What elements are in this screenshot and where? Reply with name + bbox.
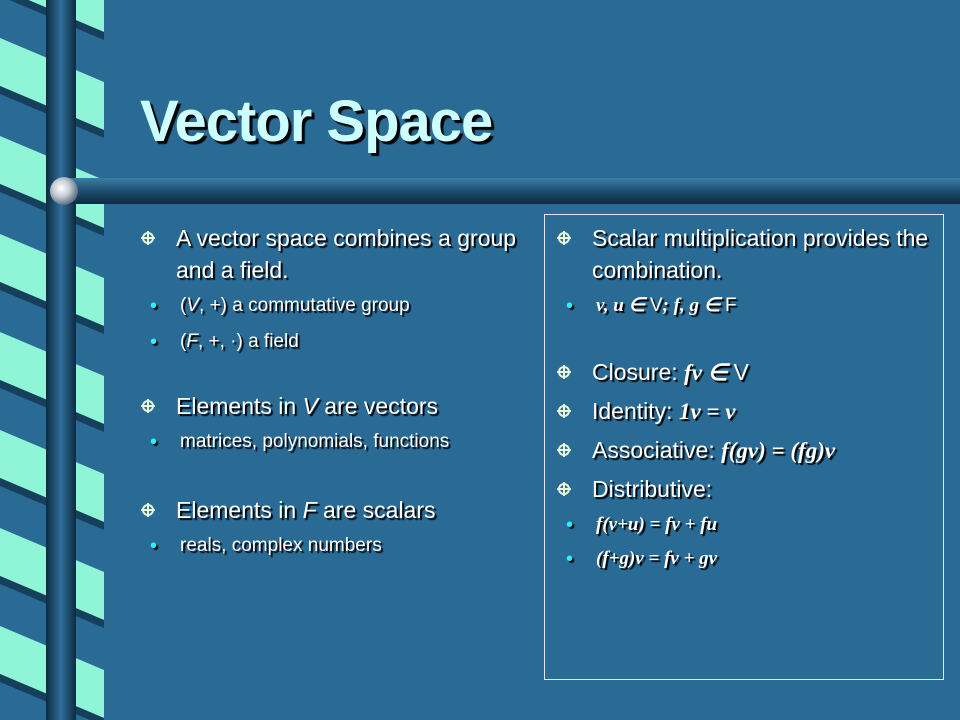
sub-bullet-dot: • bbox=[566, 295, 574, 317]
sub-bullet-vector-examples: • matrices, polynomials, functions bbox=[104, 428, 520, 456]
sub-bullet-membership: • v, u ∈ V; f, g ∈ F bbox=[520, 292, 936, 320]
right-column bbox=[556, 222, 936, 573]
bar-knob bbox=[50, 177, 78, 205]
sub-bullet-distributive-1: • f(v+u) = fv + fu bbox=[520, 511, 936, 539]
ornament-bullet-icon bbox=[556, 442, 572, 458]
ornament-bullet-icon bbox=[556, 481, 572, 497]
bullet-elements-scalars: Elements in F are scalars bbox=[140, 494, 520, 526]
slide-title: Vector Space bbox=[140, 89, 493, 154]
ornament-bullet-icon bbox=[140, 502, 156, 518]
sub-bullet-dot: • bbox=[150, 535, 158, 557]
left-column bbox=[140, 222, 520, 560]
bullet-scalar-multiplication: Scalar multiplication provides the combination. bbox=[556, 222, 936, 286]
sub-bullet-dot: • bbox=[150, 295, 158, 317]
bullet-associative: Associative: f(gv) = (fg)v bbox=[556, 434, 936, 467]
sub-bullet-field: • (F, +, ·) a field bbox=[104, 328, 520, 356]
ornament-bullet-icon bbox=[556, 364, 572, 380]
sub-bullet-commutative-group: • (V, +) a commutative group bbox=[104, 292, 520, 320]
horizontal-title-bar bbox=[62, 178, 960, 204]
sub-bullet-scalar-examples: • reals, complex numbers bbox=[104, 532, 520, 560]
sub-bullet-dot: • bbox=[566, 548, 574, 570]
sub-bullet-dot: • bbox=[566, 514, 574, 536]
bullet-identity: Identity: 1v = v bbox=[556, 395, 936, 428]
sub-bullet-distributive-2: • (f+g)v = fv + gv bbox=[520, 545, 936, 573]
bullet-elements-vectors: Elements in V are vectors bbox=[140, 390, 520, 422]
ornament-bullet-icon bbox=[556, 230, 572, 246]
bullet-vector-space-combines: A vector space combines a group and a field. bbox=[140, 222, 520, 286]
sub-bullet-dot: • bbox=[150, 431, 158, 453]
bullet-distributive: Distributive: bbox=[556, 473, 936, 505]
vertical-bar bbox=[46, 0, 76, 720]
ornament-bullet-icon bbox=[140, 230, 156, 246]
ornament-bullet-icon bbox=[140, 398, 156, 414]
ornament-bullet-icon bbox=[556, 403, 572, 419]
bullet-closure: Closure: fv ∈ V bbox=[556, 356, 936, 389]
sub-bullet-dot: • bbox=[150, 331, 158, 353]
